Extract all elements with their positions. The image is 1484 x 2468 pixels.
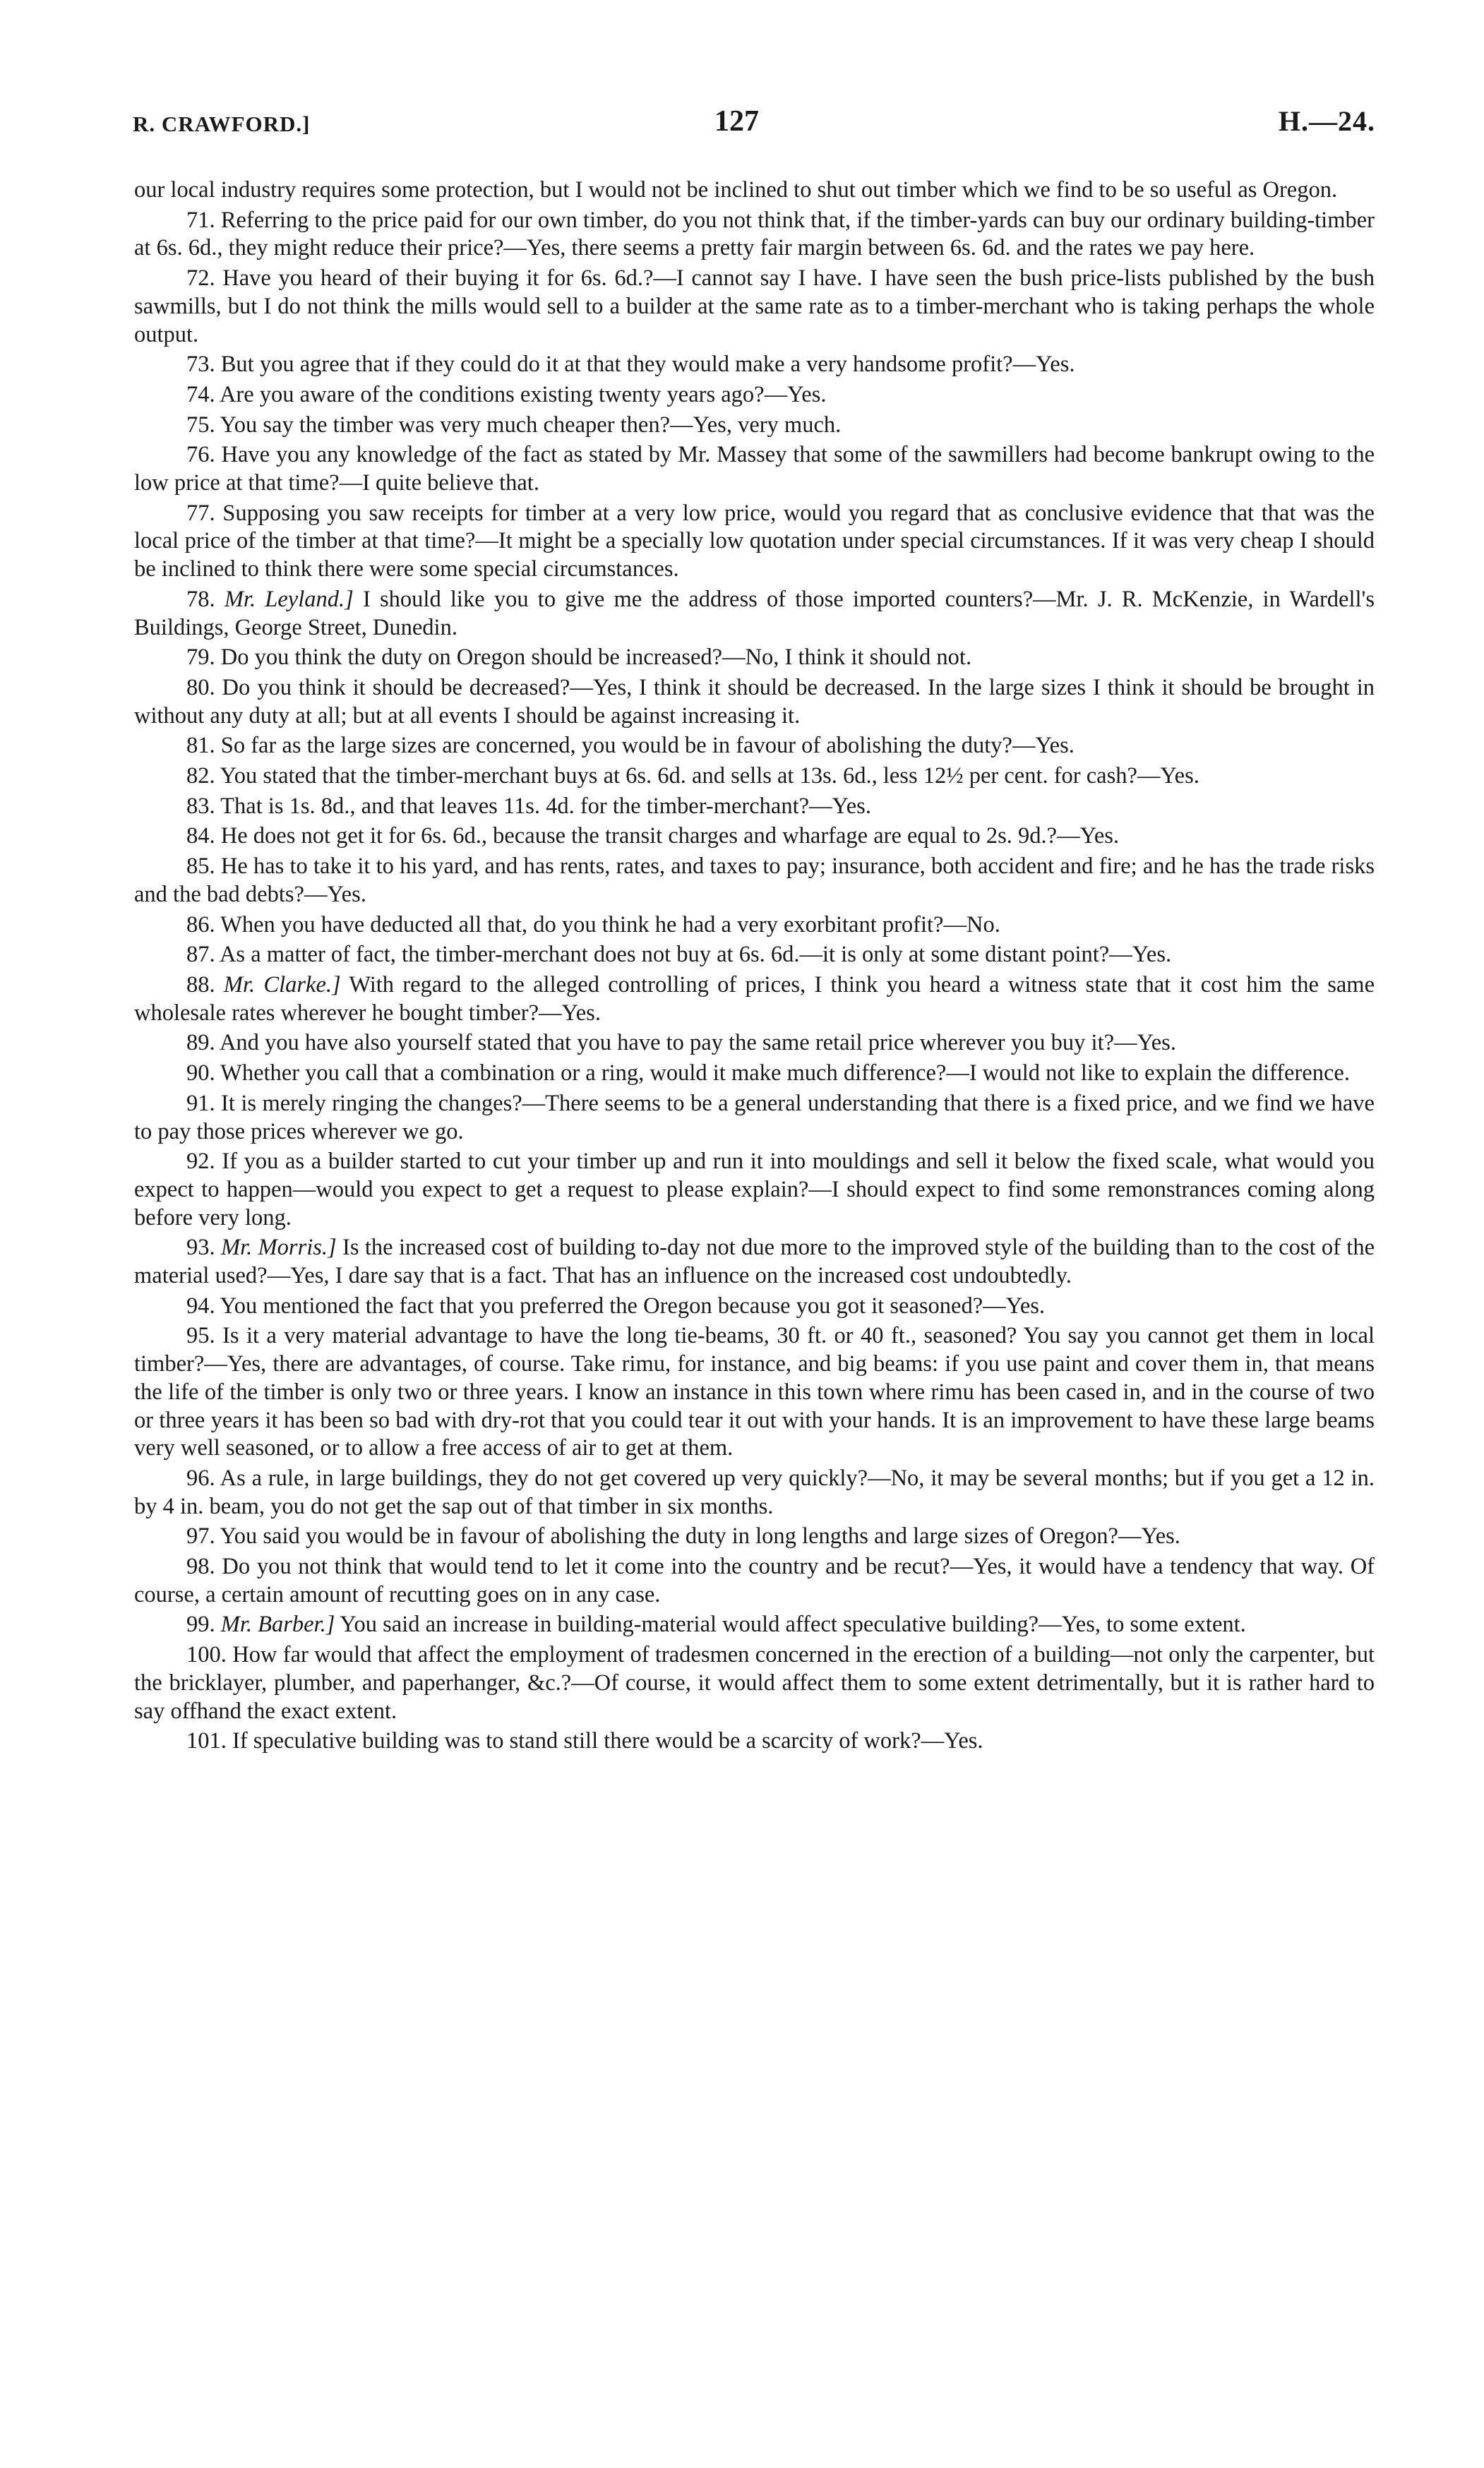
paragraph-text: 84. He does not get it for 6s. 6d., because the transit charges and wharfage are equal to 2s. 9d.?—Yes. — [186, 823, 1120, 849]
speaker-name: Mr. Clarke.] — [223, 971, 341, 998]
paragraph — [134, 1641, 1375, 1725]
paragraph — [134, 971, 1375, 1027]
question-number: 93. — [186, 1235, 221, 1261]
paragraph-text: 91. It is merely ringing the changes?—There seems to be a general understanding that there is a fixed price, and we find we have to pay those prices wherever we go. — [134, 1090, 1375, 1144]
paragraph-text: 90. Whether you call that a combination or a ring, would it make much difference?—I would not like to explain the difference. — [186, 1060, 1350, 1086]
speaker-name: Mr. Barber.] — [220, 1612, 335, 1638]
paragraph-text: 79. Do you think the duty on Oregon should be increased?—No, I think it should not. — [186, 645, 972, 671]
paragraph-text: Is the increased cost of building to-day not due more to the improved style of the building than to the cost of the material used?—Yes, I dare say that is a fact. That has an influence on the increased cost undoubtedly. — [134, 1235, 1375, 1289]
paragraph-text: 74. Are you aware of the conditions existing twenty years ago?—Yes. — [186, 381, 827, 407]
paragraph — [134, 586, 1375, 642]
paragraph-text: 81. So far as the large sizes are concerned, you would be in favour of abolishing the duty?—Yes. — [186, 733, 1075, 759]
paragraph-text: 71. Referring to the price paid for our own timber, do you not think that, if the timber-yards can buy our ordinary building-timber at 6s. 6d., they might reduce their price?—Yes, there seems a pretty fair margin between 6s. 6d. and the rates we pay here. — [134, 207, 1375, 261]
question-number: 99. — [186, 1612, 221, 1638]
paragraph-text: 87. As a matter of fact, the timber-merchant does not buy at 6s. 6d.—it is only at some distant point?—Yes. — [186, 942, 1172, 968]
paragraph — [134, 1029, 1375, 1058]
paragraph — [134, 941, 1375, 969]
paragraph — [134, 793, 1375, 821]
paragraph — [134, 1090, 1375, 1146]
paragraph-text: 101. If speculative building was to stand still there would be a scarcity of work?—Yes. — [186, 1728, 983, 1754]
page-header — [133, 104, 1375, 147]
paragraph-text: 94. You mentioned the fact that you preferred the Oregon because you got it seasoned?—Yes. — [186, 1293, 1046, 1319]
paragraph-text: 85. He has to take it to his yard, and has rents, rates, and taxes to pay; insurance, both accident and fire; and he has the trade risks and the bad debts?—Yes. — [134, 853, 1375, 907]
paragraph-text: 100. How far would that affect the employment of tradesmen concerned in the erection of a building—not only the carpenter, but the bricklayer, plumber, and paperhanger, &c.?—Of course, it would affect them to some extent detrimentally, but it is rather hard to say offhand the exact extent. — [134, 1642, 1375, 1724]
paragraph — [134, 351, 1375, 379]
paragraph-text: 92. If you as a builder started to cut your timber up and run it into mouldings and sell it below the fixed scale, what would you expect to happen—would you expect to get a request to please explain?—I should expect to find some remonstrances coming along before very long. — [134, 1149, 1375, 1230]
paragraph — [134, 1234, 1375, 1290]
paragraph — [134, 1727, 1375, 1756]
paragraph-text: 75. You say the timber was very much cheaper then?—Yes, very much. — [186, 412, 842, 438]
paragraph-text: You said an increase in building-material would affect speculative building?—Yes, to some extent. — [335, 1612, 1246, 1638]
paragraph-text: 72. Have you heard of their buying it for 6s. 6d.?—I cannot say I have. I have seen the bush price-lists published by the bush sawmills, but I do not think the mills would sell to a builder at the same rate as to a timber-merchant who is taking perhaps the whole output. — [134, 265, 1375, 347]
evidence-text — [134, 176, 1375, 1756]
paragraph — [134, 381, 1375, 409]
question-number: 78. — [186, 586, 225, 612]
paragraph-text: 89. And you have also yourself stated that you have to pay the same retail price wherever you buy it?—Yes. — [186, 1030, 1176, 1056]
paragraph — [134, 176, 1375, 205]
speaker-name: Mr. Morris.] — [221, 1235, 337, 1261]
paragraph — [134, 1148, 1375, 1232]
paragraph — [134, 1322, 1375, 1463]
paragraph — [134, 207, 1375, 263]
paragraph — [134, 500, 1375, 584]
paragraph — [134, 1060, 1375, 1088]
paragraph — [134, 911, 1375, 940]
paragraph-text: 80. Do you think it should be decreased?—Yes, I think it should be decreased. In the large sizes I think it should be brought in without any duty at all; but at all events I should be against increasing it. — [134, 674, 1375, 729]
paragraph — [134, 1523, 1375, 1551]
paragraph-text: 73. But you agree that if they could do it at that they would make a very handsome profit?—Yes. — [186, 352, 1075, 378]
paragraph-text: 83. That is 1s. 8d., and that leaves 11s. 4d. for the timber-merchant?—Yes. — [186, 793, 871, 819]
paragraph-text: 82. You stated that the timber-merchant buys at 6s. 6d. and sells at 13s. 6d., less 12½ per cent. for cash?—Yes. — [186, 763, 1199, 789]
paragraph-text: 95. Is it a very material advantage to have the long tie-beams, 30 ft. or 40 ft., seasoned? You say you cannot get them in local timber?—Yes, there are advantages, of course. Take rimu, for instance, and big beams: if you use paint and cover them in, that means the life of the timber is only two or three years. I know an instance in this town where rimu has been cased in, and in the course of two or three years it has been so bad with dry-rot that you could tear it out with your hands. It is an improvement to have these large beams very well seasoned, or to allow a free access of air to get at them. — [134, 1323, 1375, 1461]
paragraph — [134, 265, 1375, 349]
speaker-name: Mr. Leyland.] — [224, 586, 354, 612]
paragraph — [134, 1553, 1375, 1609]
witness-name: R. CRAWFORD.] — [133, 112, 311, 136]
paragraph-text: 97. You said you would be in favour of abolishing the duty in long lengths and large sizes of Oregon?—Yes. — [186, 1523, 1180, 1550]
question-number: 88. — [186, 971, 224, 998]
paragraph — [134, 1465, 1375, 1521]
paragraph — [134, 732, 1375, 760]
paragraph-text: 96. As a rule, in large buildings, they do not get covered up very quickly?—No, it may be several months; but if you get a 12 in. by 4 in. beam, you do not get the sap out of that timber in six months. — [134, 1465, 1375, 1519]
paragraph-text: I should like you to give me the address of those imported counters?—Mr. J. R. McKenzie, in Wardell's Buildings, George Street, Dunedin. — [134, 586, 1375, 640]
document-code: H.—24. — [1278, 105, 1375, 137]
paragraph — [134, 441, 1375, 497]
paragraph — [134, 674, 1375, 730]
page-number: 127 — [714, 105, 759, 138]
paragraph-text: 77. Supposing you saw receipts for timber at a very low price, would you regard that as conclusive evidence that that was the local price of the timber at that time?—It might be a specially low quotation under special circumstances. If it was very cheap I should be inclined to think there were some special circumstances. — [134, 500, 1375, 582]
paragraph-text: 86. When you have deducted all that, do you think he had a very exorbitant profit?—No. — [186, 911, 1000, 938]
paragraph-text: 76. Have you any knowledge of the fact as stated by Mr. Massey that some of the sawmillers had become bankrupt owing to the low price at that time?—I quite believe that. — [134, 442, 1375, 496]
paragraph-text: With regard to the alleged controlling of prices, I think you heard a witness state that it cost him the same wholesale rates wherever he bought timber?—Yes. — [134, 971, 1375, 1026]
paragraph — [134, 822, 1375, 851]
paragraph — [134, 853, 1375, 909]
paragraph — [134, 1293, 1375, 1321]
paragraph-text: our local industry requires some protection, but I would not be inclined to shut out timber which we find to be so useful as Oregon. — [134, 177, 1338, 203]
paragraph — [134, 1611, 1375, 1639]
paragraph — [134, 412, 1375, 440]
paragraph — [134, 762, 1375, 791]
paragraph — [134, 644, 1375, 672]
paragraph-text: 98. Do you not think that would tend to let it come into the country and be recut?—Yes, it would have a tendency that way. Of course, a certain amount of recutting goes on in any case. — [134, 1554, 1375, 1607]
